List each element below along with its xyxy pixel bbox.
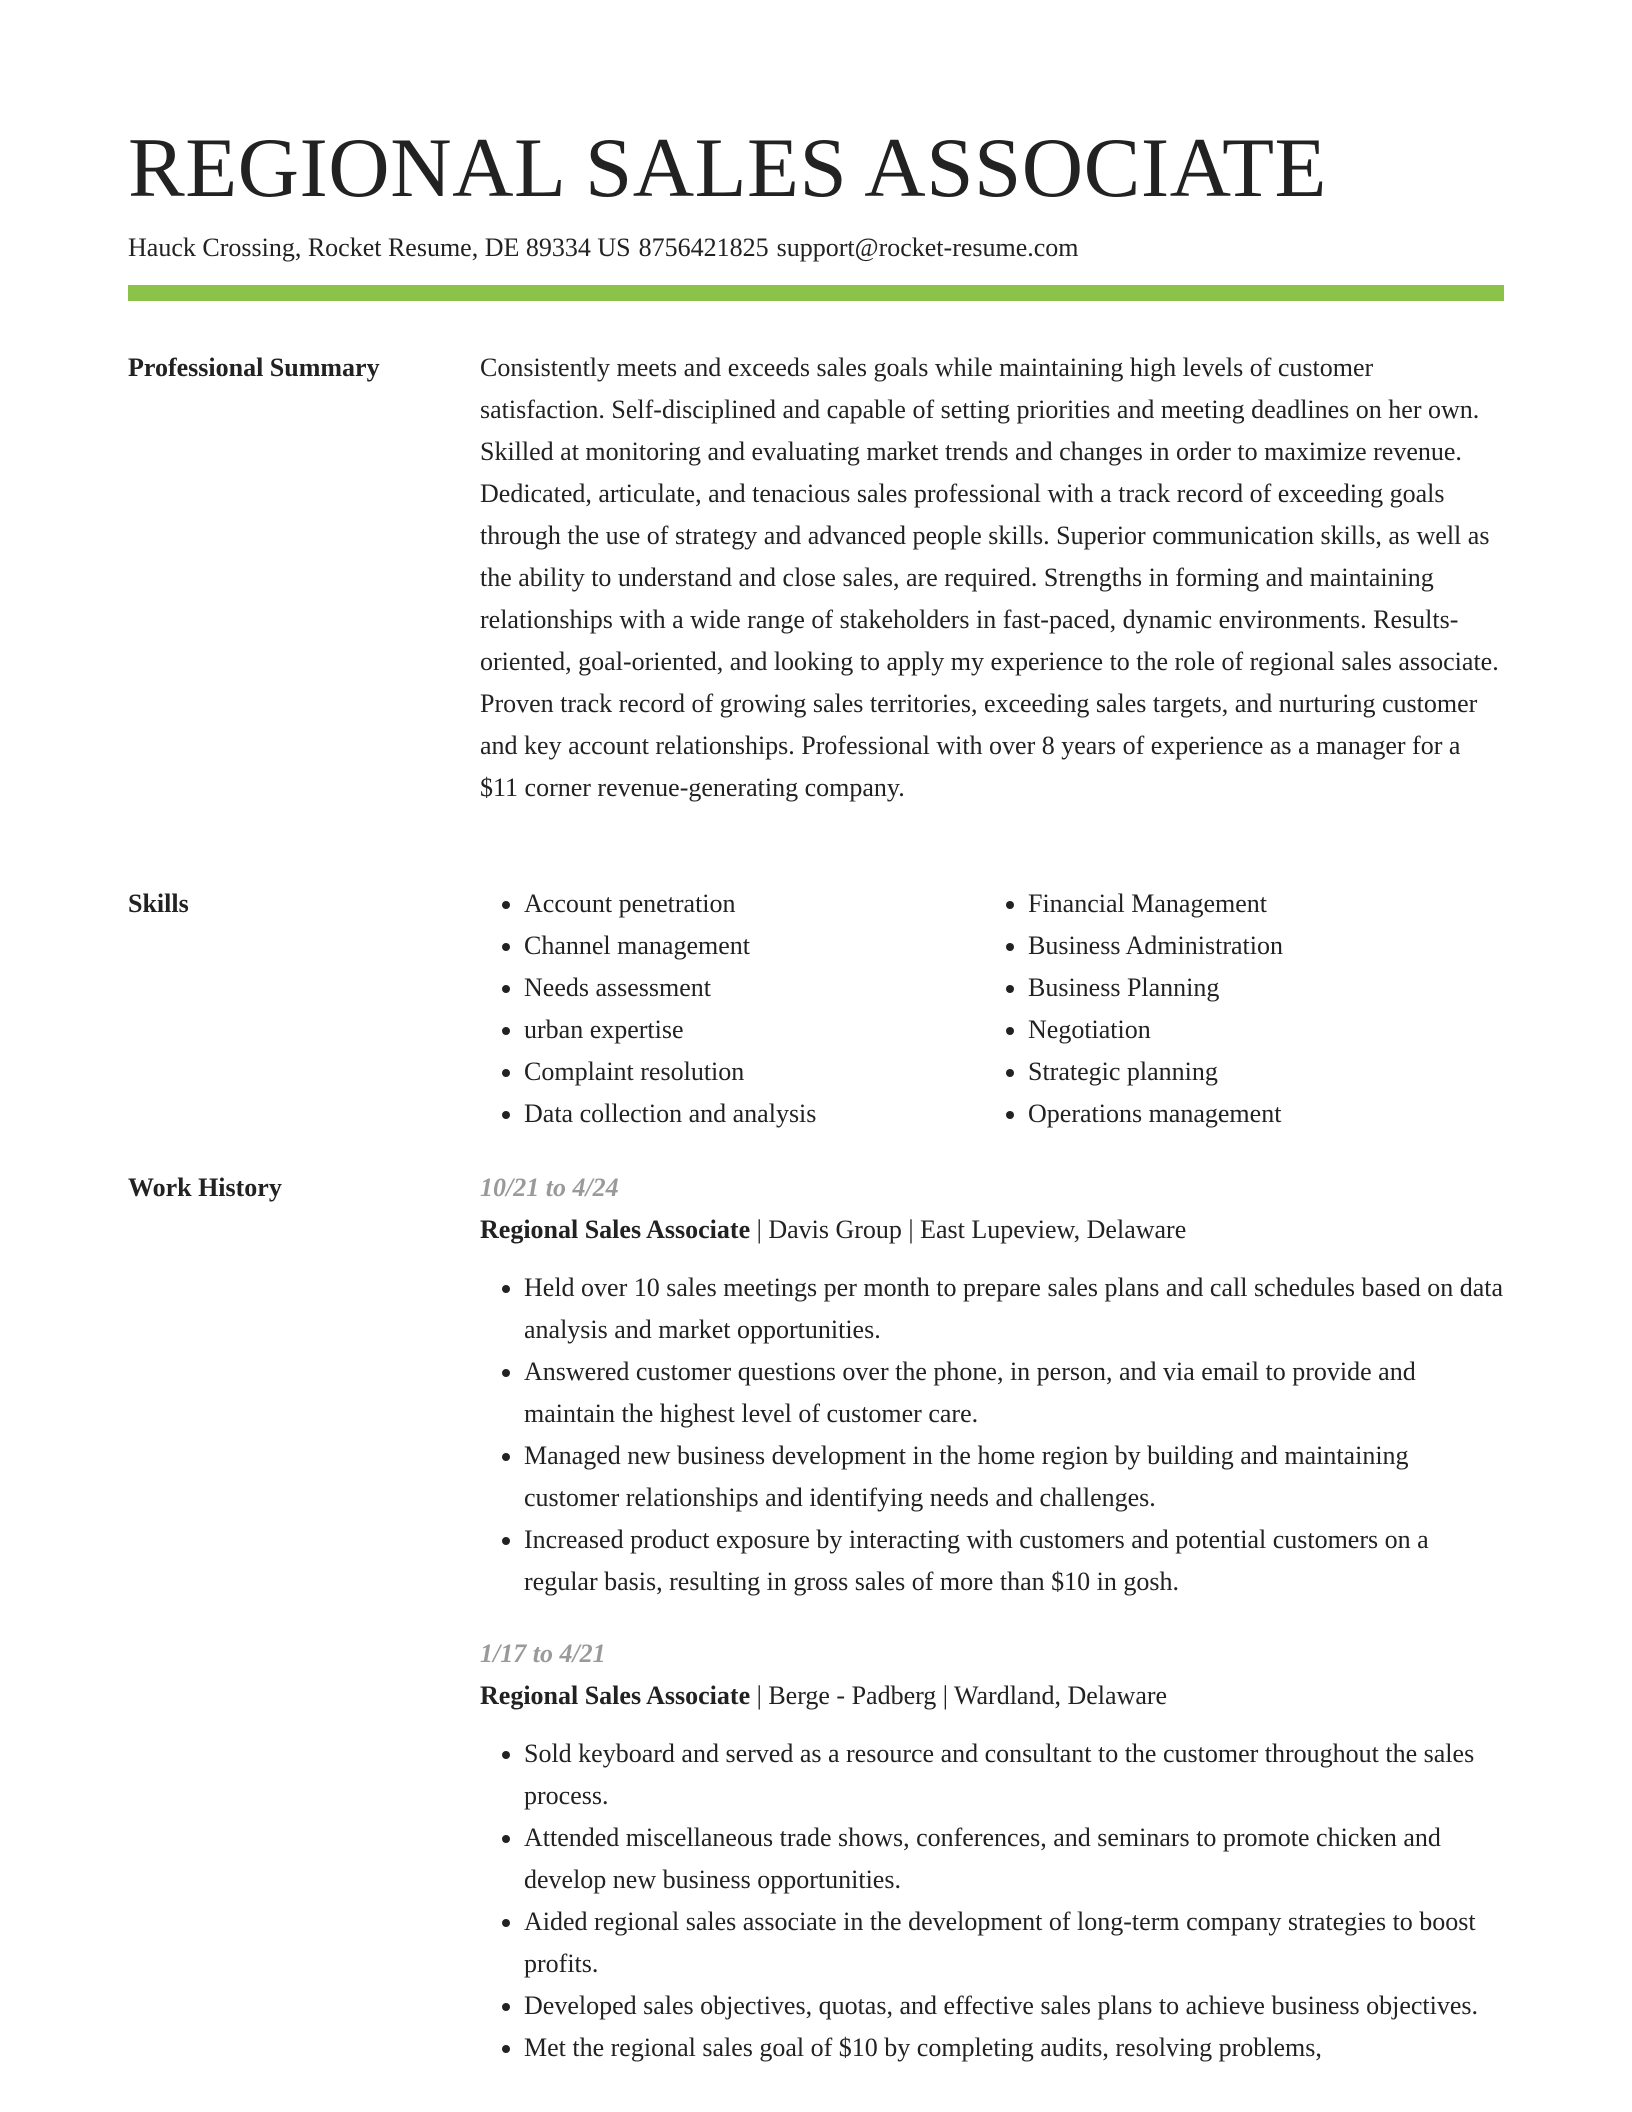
job-bullet: • Sold keyboard and served as a resource and consultant to the customer throughout the sales process. — [524, 1733, 1504, 1817]
job-bullet: • Attended miscellaneous trade shows, conferences, and seminars to promote chicken and develop new business opportunities. — [524, 1817, 1504, 1901]
job-bullet: • Increased product exposure by interacting with customers and potential customers on a regular basis, resulting in gross sales of more than $10 in gosh. — [524, 1519, 1504, 1603]
job-bullets — [480, 1733, 1504, 2069]
job-title: Regional Sales Associate — [480, 1215, 751, 1244]
summary-label: Professional Summary — [128, 353, 380, 382]
job-dates: 1/17 to 4/21 — [480, 1639, 606, 1668]
job-bullet: • Held over 10 sales meetings per month to prepare sales plans and call schedules based on data analysis and market opportunities. — [524, 1267, 1504, 1351]
skill-item: • Business Planning — [1028, 967, 1488, 1009]
job-header — [480, 1675, 1504, 1717]
job-dates: 10/21 to 4/24 — [480, 1173, 619, 1202]
contact-email: support@rocket-resume.com — [776, 233, 1079, 262]
skills-columns — [480, 883, 1504, 1135]
job-entry — [480, 1167, 1504, 1603]
summary-text: Consistently meets and exceeds sales goals while maintaining high levels of customer satisfaction. Self-disciplined and capable of setting priorities and meeting deadlines on her own. Skilled at monitoring and evaluating market trends and changes in order to maximize revenue. Dedicated, articulate, and tenacious sales professional with a track record of exceeding goals through the use of strategy and advanced people skills. Superior communication skills, as well as the ability to understand and close sales, are required. Strengths in forming and maintaining relationships with a wide range of stakeholders in fast-paced, dynamic environments. Results-oriented, goal-oriented, and looking to apply my experience to the role of regional sales associate. Proven track record of growing sales territories, exceeding sales targets, and nurturing customer and key account relationships. Professional with over 8 years of experience as a manager for a $11 corner revenue-generating company. — [480, 353, 1499, 802]
job-bullets — [480, 1267, 1504, 1603]
job-bullet: • Managed new business development in the home region by building and maintaining customer relationships and identifying needs and challenges. — [524, 1435, 1504, 1519]
job-details: | Davis Group | East Lupeview, Delaware — [750, 1215, 1187, 1244]
contact-address: Hauck Crossing, Rocket Resume, DE 89334 US — [128, 233, 631, 262]
job-header — [480, 1209, 1504, 1251]
job-title: Regional Sales Associate — [480, 1681, 751, 1710]
contact-line — [128, 230, 1087, 266]
work-history-label: Work History — [128, 1173, 282, 1202]
job-bullet: • Answered customer questions over the phone, in person, and via email to provide and maintain the highest level of customer care. — [524, 1351, 1504, 1435]
skill-item: • Account penetration — [524, 883, 984, 925]
job-entry — [480, 1633, 1504, 2069]
skill-item: • Negotiation — [1028, 1009, 1488, 1051]
job-bullet: • Developed sales objectives, quotas, and effective sales plans to achieve business objectives. — [524, 1985, 1504, 2027]
header-divider — [128, 285, 1504, 301]
skill-item: • Strategic planning — [1028, 1051, 1488, 1093]
job-bullet: • Aided regional sales associate in the development of long-term company strategies to boost profits. — [524, 1901, 1504, 1985]
skill-item: • Financial Management — [1028, 883, 1488, 925]
skill-item: • Operations management — [1028, 1093, 1488, 1135]
skill-item: • Complaint resolution — [524, 1051, 984, 1093]
skills-list-left — [480, 883, 984, 1135]
skills-body — [480, 883, 1504, 1135]
skill-item: • Needs assessment — [524, 967, 984, 1009]
skills-list-right — [984, 883, 1488, 1135]
contact-phone: 8756421825 — [638, 233, 769, 262]
skill-item: • urban expertise — [524, 1009, 984, 1051]
skills-label: Skills — [128, 889, 189, 918]
skill-item: • Channel management — [524, 925, 984, 967]
skill-item: • Data collection and analysis — [524, 1093, 984, 1135]
job-details: | Berge - Padberg | Wardland, Delaware — [750, 1681, 1168, 1710]
work-history-body — [480, 1167, 1504, 2099]
resume-title: REGIONAL SALES ASSOCIATE — [128, 121, 1327, 215]
summary-body — [480, 347, 1504, 809]
job-bullet: • Met the regional sales goal of $10 by completing audits, resolving problems, — [524, 2027, 1504, 2069]
skill-item: • Business Administration — [1028, 925, 1488, 967]
